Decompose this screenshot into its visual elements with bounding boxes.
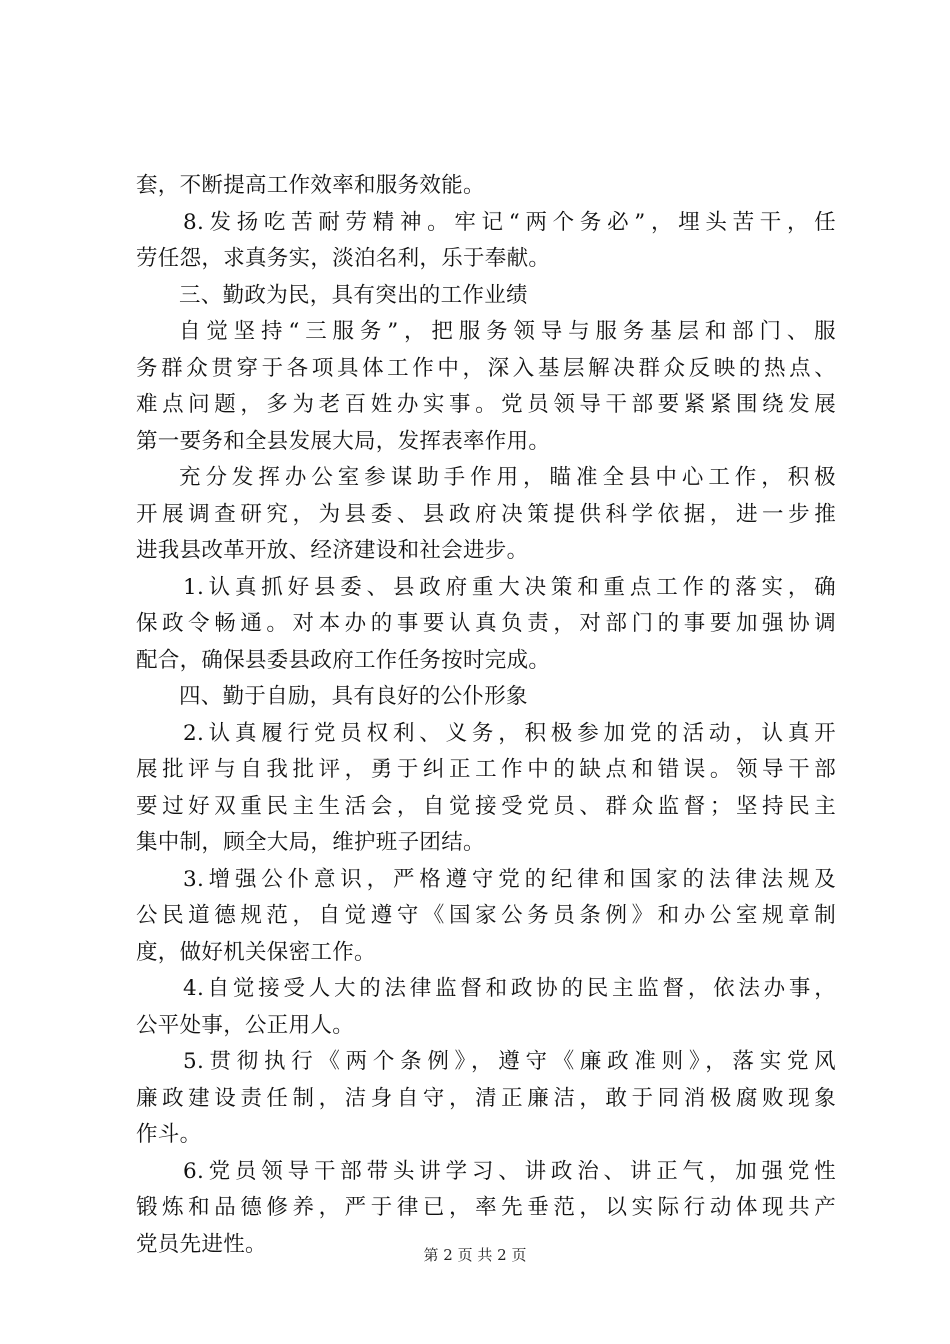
text-line: 套，不断提高工作效率和服务效能。 [136, 173, 485, 198]
text-line: 4.自觉接受人大的法律监督和政协的民主监督，依法办事， [183, 976, 836, 1001]
text-line: 进我县改革开放、经济建设和社会进步。 [136, 538, 529, 563]
text-line: 锻炼和品德修养，严于律已，率先垂范，以实际行动体现共产 [136, 1195, 836, 1220]
text-line: 度，做好机关保密工作。 [136, 939, 376, 965]
text-line: 公民道德规范，自觉遵守《国家公务员条例》和办公室规章制 [136, 903, 836, 928]
text-line: 公平处事，公正用人。 [136, 1012, 355, 1038]
text-line: 8.发扬吃苦耐劳精神。牢记“两个务必”，埋头苦干，任 [183, 209, 836, 235]
text-line: 作斗。 [136, 1122, 202, 1147]
text-line: 3.增强公仆意识，严格遵守党的纪律和国家的法律法规及 [183, 866, 836, 892]
text-line: 6.党员领导干部带头讲学习、讲政治、讲正气，加强党性 [183, 1158, 836, 1184]
text-line: 难点问题，多为老百姓办实事。党员领导干部要紧紧围绕发展 [136, 392, 836, 417]
text-line: 保政令畅通。对本办的事要认真负责，对部门的事要加强协调 [136, 611, 836, 636]
text-line: 配合，确保县委县政府工作任务按时完成。 [136, 647, 551, 673]
text-line: 务群众贯穿于各项具体工作中，深入基层解决群众反映的热点、 [136, 355, 836, 381]
text-line: 自觉坚持“三服务”，把服务领导与服务基层和部门、服 [179, 319, 836, 344]
text-line: 2.认真履行党员权利、义务，积极参加党的活动，认真开 [183, 720, 836, 746]
text-line: 集中制，顾全大局，维护班子团结。 [136, 830, 485, 855]
page-footer: 第 2 页 共 2 页 [423, 1246, 527, 1264]
text-line: 要过好双重民主生活会，自觉接受党员、群众监督；坚持民主 [136, 793, 836, 819]
section-heading: 四、勤于自励，具有良好的公仆形象 [179, 684, 528, 709]
section-heading: 三、勤政为民，具有突出的工作业绩 [179, 282, 528, 308]
text-line: 充分发挥办公室参谋助手作用，瞄准全县中心工作，积极 [179, 465, 836, 490]
text-line: 第一要务和全县发展大局，发挥表率作用。 [136, 428, 551, 454]
document-body [136, 168, 836, 1263]
text-line: 党员先进性。 [136, 1231, 267, 1257]
text-line: 开展调查研究，为县委、县政府决策提供科学依据，进一步推 [136, 501, 836, 527]
text-line: 展批评与自我批评，勇于纠正工作中的缺点和错误。领导干部 [136, 757, 836, 782]
text-line: 劳任怨，求真务实，淡泊名利，乐于奉献。 [136, 246, 551, 271]
text-line: 5.贯彻执行《两个条例》，遵守《廉政准则》，落实党风 [183, 1049, 836, 1074]
text-line: 廉政建设责任制，洁身自守，清正廉洁，敢于同消极腐败现象 [136, 1085, 836, 1111]
text-line: 1.认真抓好县委、县政府重大决策和重点工作的落实，确 [183, 574, 836, 600]
